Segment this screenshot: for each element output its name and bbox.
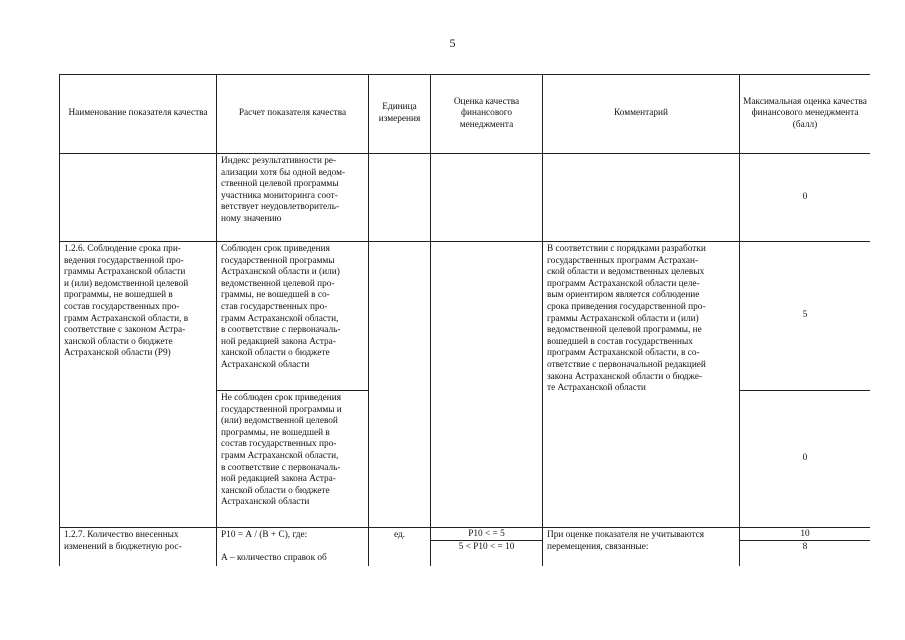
header-assessment: Оценка качества финансового менеджмента xyxy=(431,75,543,154)
header-unit: Единица измерения xyxy=(369,75,431,154)
header-calculation: Расчет показателя качества xyxy=(217,75,369,154)
header-row xyxy=(60,75,871,154)
table-row xyxy=(60,528,871,567)
calculation-cell: Соблюден срок приведения государственной программы Астраханской области и (или) ведомственной целевой про- граммы, не вошедшей в со- став государственных про- грамм Астраханской области, в соответствие с первоначаль- ной редакцией закона Астра- ханской области о бюджете Астраханской области xyxy=(217,242,369,391)
indicator-name-cell: 1.2.7. Количество внесенных изменений в бюджетную рос- xyxy=(60,528,217,567)
comment-cell xyxy=(543,154,740,242)
comment-cell: При оценке показателя не учитываются перемещения, связанные: xyxy=(543,528,740,567)
indicator-name-cell xyxy=(60,154,217,242)
score-cell xyxy=(740,528,871,567)
assessment-range: Р10 < = 5 xyxy=(431,528,542,541)
score-cell: 5 xyxy=(740,242,871,391)
unit-cell xyxy=(369,154,431,242)
header-max-score: Максимальная оценка качества финансового менеджмента (балл) xyxy=(740,75,871,154)
calculation-cell: Р10 = А / (В + С), где: А – количество справок об xyxy=(217,528,369,567)
table-row xyxy=(60,242,871,391)
header-indicator-name: Наименование показателя качества xyxy=(60,75,217,154)
assessment-cell xyxy=(431,154,543,242)
header-comment: Комментарий xyxy=(543,75,740,154)
assessment-cell xyxy=(431,528,543,567)
score-value: 8 xyxy=(802,542,808,552)
quality-indicators-table xyxy=(59,74,870,566)
calculation-cell: Не соблюден срок приведения государственной программы и (или) ведомственной целевой программы, не вошедшей в состав государственных про- грамм Астраханской области, в соответствие с первоначаль- ной редакцией закона Астра- ханской области о бюджете Астраханской области xyxy=(217,391,369,528)
score-value: 10 xyxy=(740,528,870,541)
score-cell: 0 xyxy=(740,154,871,242)
comment-cell: В соответствии с порядками разработки государственных программ Астрахан- ской области и ведомственных целевых программ Астраханской области целе- вым ориентиром является соблюдение срока приведения государственной про- граммы Астраханской области и (или) ведомственной целевой программы, не вошедшей в состав государственных программ Астраханской области, в со- ответствие с первоначальной редакцией закона Астраханской области о бюдже- те Астраханской области xyxy=(543,242,740,528)
assessment-range: 5 < Р10 < = 10 xyxy=(458,542,515,552)
unit-cell xyxy=(369,242,431,528)
assessment-cell xyxy=(431,242,543,528)
table-row xyxy=(60,154,871,242)
score-cell: 0 xyxy=(740,391,871,528)
indicator-name-cell: 1.2.6. Соблюдение срока при- ведения государственной про- граммы Астраханской области и (или) ведомственной целевой программы, не вошедшей в состав государственных про- грамм Астраханской области, в соответствие с законом Астра- ханской области о бюджете Астраханской области (Р9) xyxy=(60,242,217,528)
page-number: 5 xyxy=(449,36,456,50)
calculation-cell: Индекс результативности ре- ализации хотя бы одной ведом- ственной целевой программы участника мониторинга соот- ветствует неудовлетворитель- ному значению xyxy=(217,154,369,242)
quality-indicators-table-wrapper xyxy=(59,74,870,566)
unit-cell: ед. xyxy=(369,528,431,567)
